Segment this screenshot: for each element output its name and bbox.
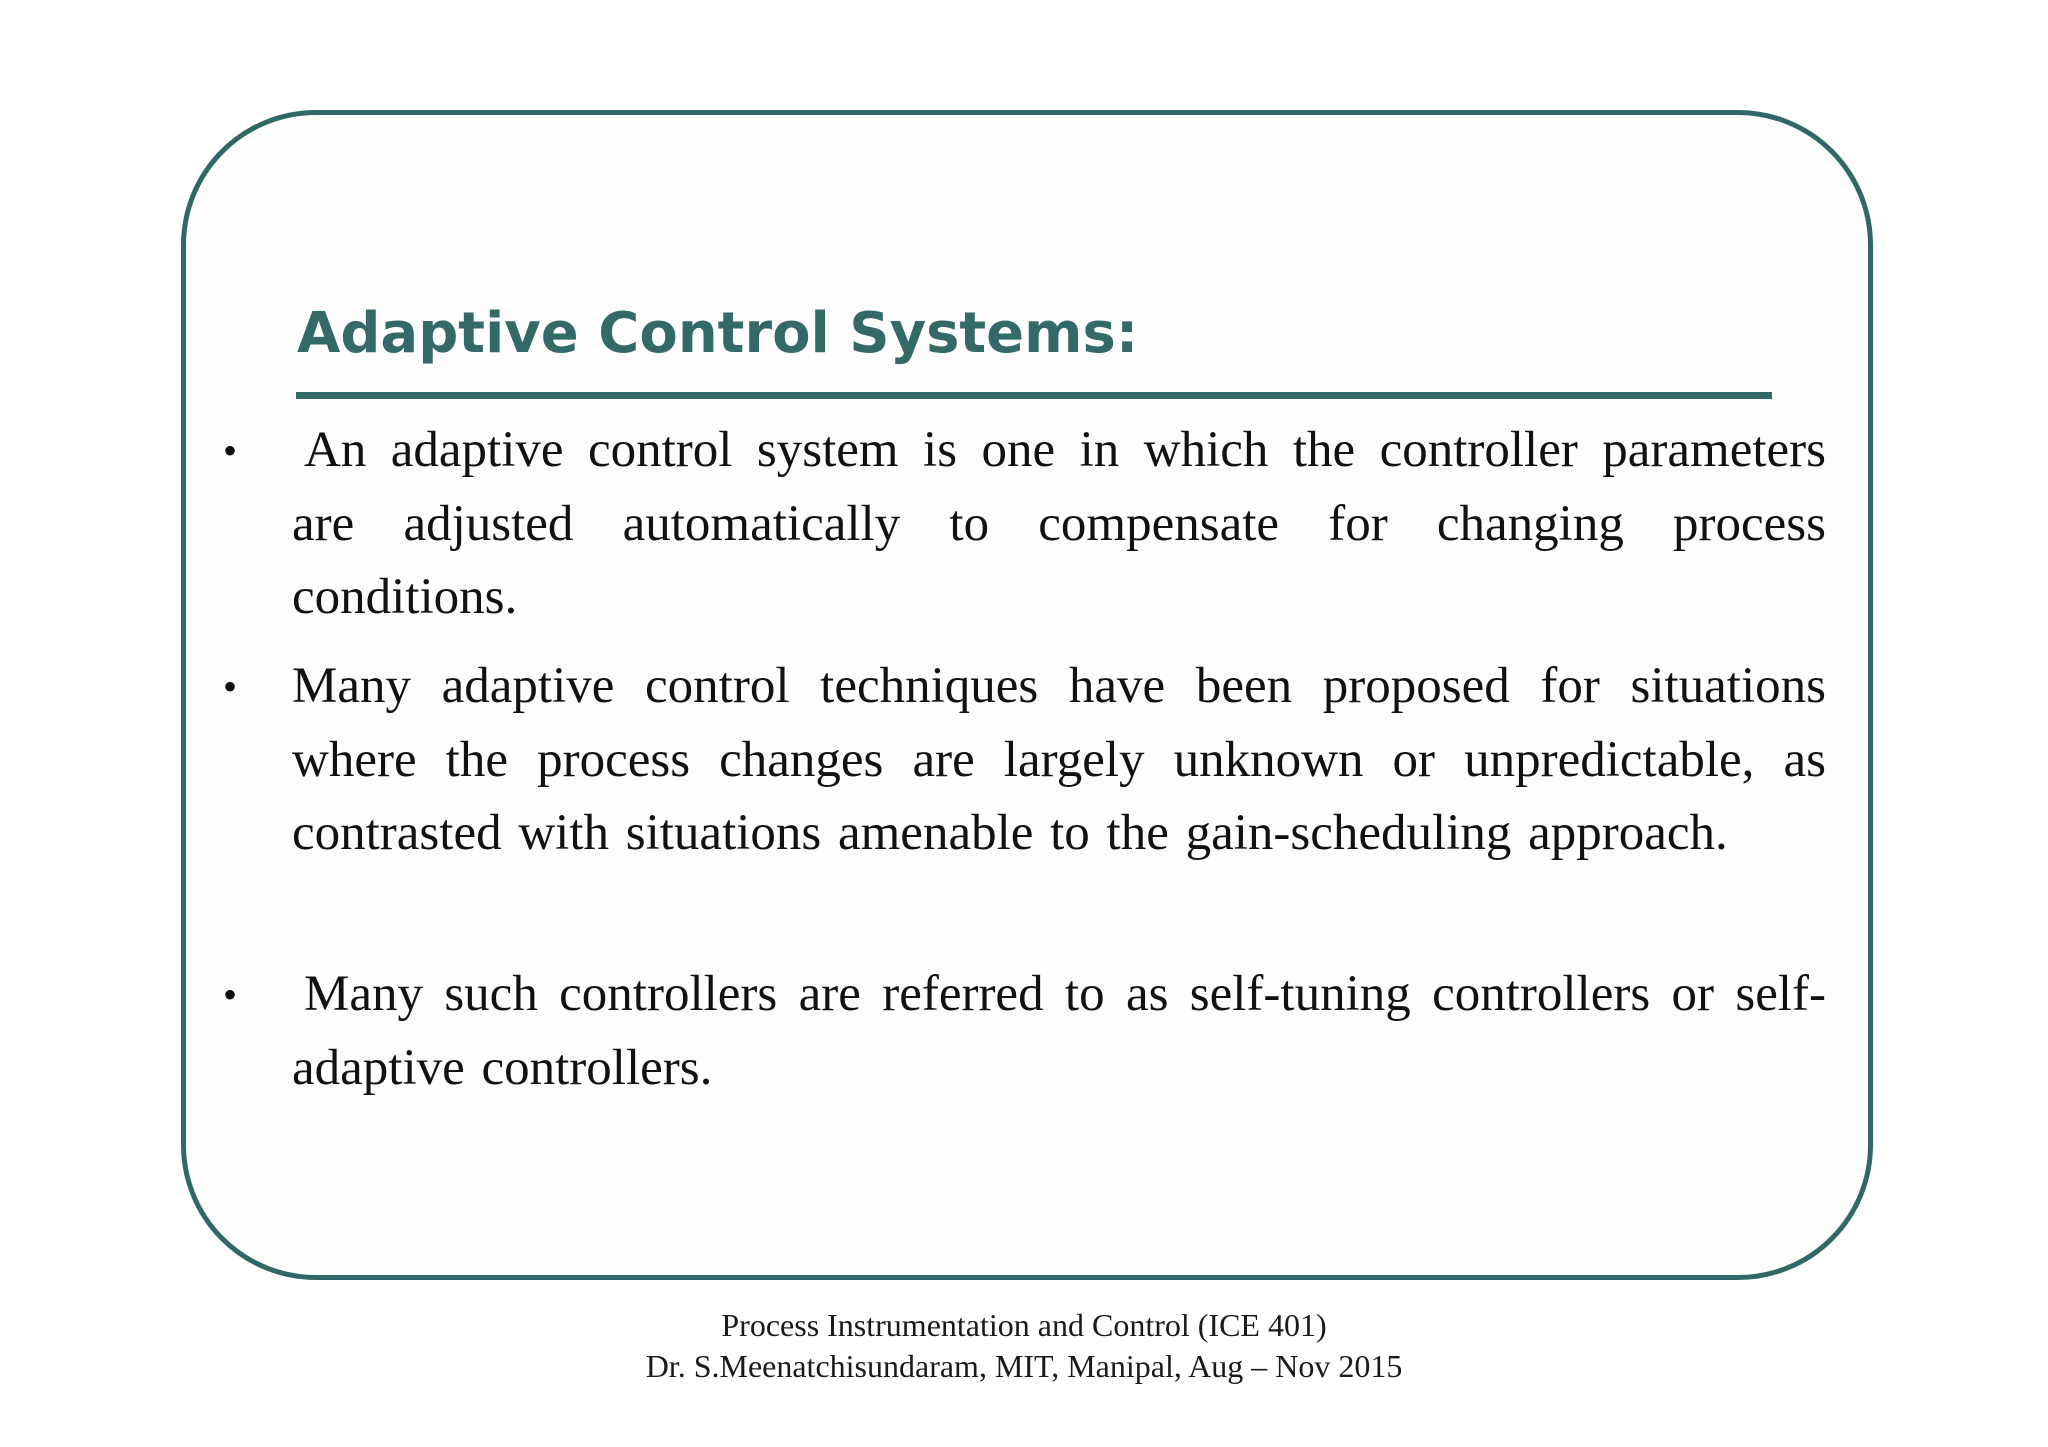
footer-author: Dr. S.Meenatchisundaram, MIT, Manipal, Aug – Nov 2015 [645, 1348, 1403, 1384]
bullet-marker-icon: • [223, 428, 238, 473]
bullet-item [223, 414, 1826, 635]
bullet-marker-icon: • [223, 972, 238, 1017]
bullet-text: Many adaptive control techniques have been proposed for situations where the process changes are largely unknown or unpredictable, as contrasted with situations amenable to the gain-scheduling approach. [292, 658, 1826, 861]
slide-title: Adaptive Control Systems: [297, 301, 1139, 366]
title-underline [296, 392, 1772, 399]
bullet-text: An adaptive control system is one in which the controller parameters are adjusted automatically to compensate for changing process conditions. [292, 422, 1826, 625]
bullet-item [223, 650, 1826, 871]
footer-course: Process Instrumentation and Control (ICE 401) [721, 1307, 1327, 1343]
bullet-item [223, 958, 1826, 1105]
bullet-text: Many such controllers are referred to as self-tuning controllers or self-adaptive controllers. [292, 966, 1826, 1096]
bullet-marker-icon: • [223, 664, 238, 709]
